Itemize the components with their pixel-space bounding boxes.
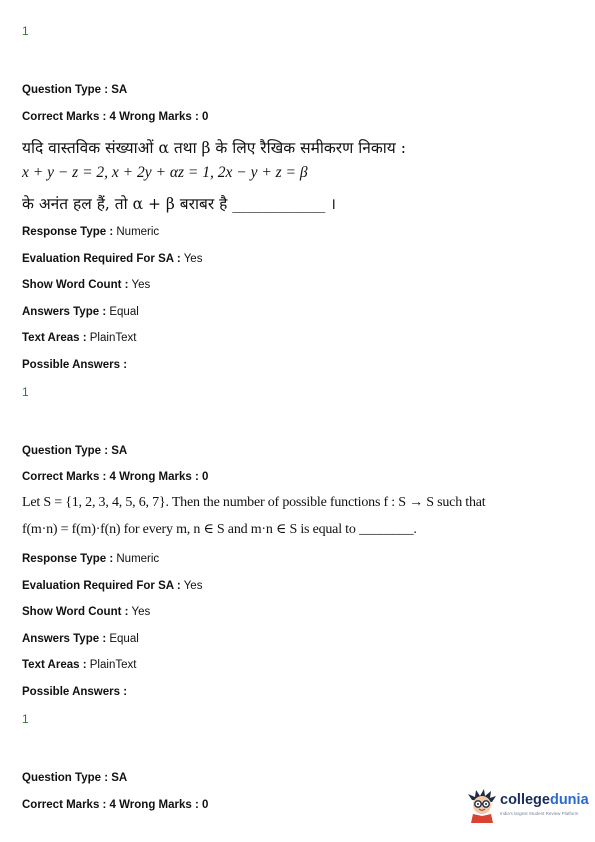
question-type: Question Type : SA — [22, 445, 128, 457]
response-type: Response Type : Numeric — [22, 226, 160, 238]
question-text-line: Let S = {1, 2, 3, 4, 5, 6, 7}. Then the number of possible functions f : S → S such that — [22, 495, 486, 510]
collegedunia-logo[interactable] — [466, 786, 588, 826]
question-text-line: यदि वास्तविक संख्याओं α तथा β के लिए रैखिक समीकरण निकाय : — [22, 139, 406, 157]
question-text-line: f(m·n) = f(m)·f(n) for every m, n ∈ S and m·n ∈ S is equal to ________. — [22, 522, 417, 537]
text-areas: Text Areas : PlainText — [22, 332, 137, 344]
mascot-icon — [466, 786, 498, 824]
response-type: Response Type : Numeric — [22, 553, 160, 565]
question-type: Question Type : SA — [22, 84, 128, 96]
marks-info: Correct Marks : 4 Wrong Marks : 0 — [22, 111, 209, 123]
logo-wordmark: collegedunia — [500, 792, 589, 808]
marks-info: Correct Marks : 4 Wrong Marks : 0 — [22, 471, 209, 483]
evaluation-required: Evaluation Required For SA : Yes — [22, 253, 203, 265]
marks-info: Correct Marks : 4 Wrong Marks : 0 — [22, 799, 209, 811]
evaluation-required: Evaluation Required For SA : Yes — [22, 580, 203, 592]
page-number: 1 — [22, 24, 29, 38]
answers-type: Answers Type : Equal — [22, 633, 139, 645]
show-word-count: Show Word Count : Yes — [22, 606, 151, 618]
question-text-line: के अनंत हल हैं, तो α + β बराबर है ____________ । — [22, 195, 337, 213]
possible-answer: 1 — [22, 712, 29, 726]
logo-tagline: India's largest Student Review Platform — [500, 811, 579, 816]
show-word-count: Show Word Count : Yes — [22, 279, 151, 291]
question-type: Question Type : SA — [22, 772, 128, 784]
text-areas: Text Areas : PlainText — [22, 659, 137, 671]
possible-answers-label: Possible Answers : — [22, 359, 128, 371]
possible-answers-label: Possible Answers : — [22, 686, 128, 698]
answers-type: Answers Type : Equal — [22, 306, 139, 318]
question-equations: x + y − z = 2, x + 2y + αz = 1, 2x − y + z = β — [22, 164, 308, 181]
possible-answer: 1 — [22, 385, 29, 399]
